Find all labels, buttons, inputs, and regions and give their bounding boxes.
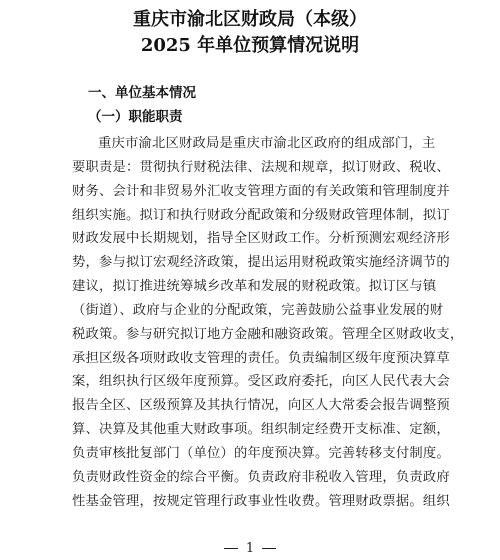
body-line: 重庆市渝北区财政局是重庆市渝北区政府的组成部门，主 — [98, 136, 436, 151]
body-line: 势，参与拟订宏观经济政策，提出运用财税政策实施经济调节的 — [72, 255, 450, 271]
subsection-heading: （一）职能职责 — [88, 109, 183, 125]
document-title-line-1: 重庆市渝北区财政局（本级） — [133, 9, 367, 30]
body-line: 性基金管理，按规定管理行政事业性收费。管理财政票据。组织 — [72, 493, 450, 509]
body-line: 建议，拟订推进统筹城乡改革和发展的财税政策。拟订区与镇 — [72, 279, 437, 295]
body-line: 承担区级各项财政收支管理的责任。负责编制区级年度预决算草 — [72, 350, 450, 366]
body-text — [72, 132, 468, 514]
page-number-dash-left — [224, 548, 238, 549]
document-title-line-2: 2025 年单位预算情况说明 — [140, 35, 360, 56]
body-line: 财务、会计和非贸易外汇收支管理方面的有关政策和管理制度并 — [72, 183, 450, 199]
section-heading: 一、单位基本情况 — [88, 85, 196, 101]
body-line: 负责财政性资金的综合平衡。负责政府非税收入管理，负责政府 — [72, 469, 450, 485]
body-line: 报告全区、区级预算及其执行情况，向区人大常委会报告调整预 — [72, 398, 450, 414]
body-line: 算、决算及其他重大财政事项。组织制定经费开支标准、定额， — [72, 422, 450, 438]
body-line: 组织实施。拟订和执行财政分配政策和分级财政管理体制，拟订 — [72, 207, 450, 223]
body-line: （街道）、政府与企业的分配政策，完善鼓励公益事业发展的财 — [72, 302, 444, 318]
body-line: 财政发展中长期规划，指导全区财政工作。分析预测宏观经济形 — [72, 231, 450, 247]
body-line: 负责审核批复部门（单位）的年度预决算。完善转移支付制度。 — [72, 445, 450, 461]
page-number-value: 1 — [245, 541, 255, 556]
page-number-dash-right — [262, 548, 276, 549]
body-line: 案，组织执行区级年度预算。受区政府委托，向区人民代表大会 — [72, 374, 450, 390]
body-line: 税政策。参与研究拟订地方金融和融资政策。管理全区财政收支， — [72, 326, 464, 342]
body-line: 要职责是：贯彻执行财税法律、法规和规章，拟订财政、税收、 — [72, 159, 450, 175]
page-number — [0, 540, 500, 558]
